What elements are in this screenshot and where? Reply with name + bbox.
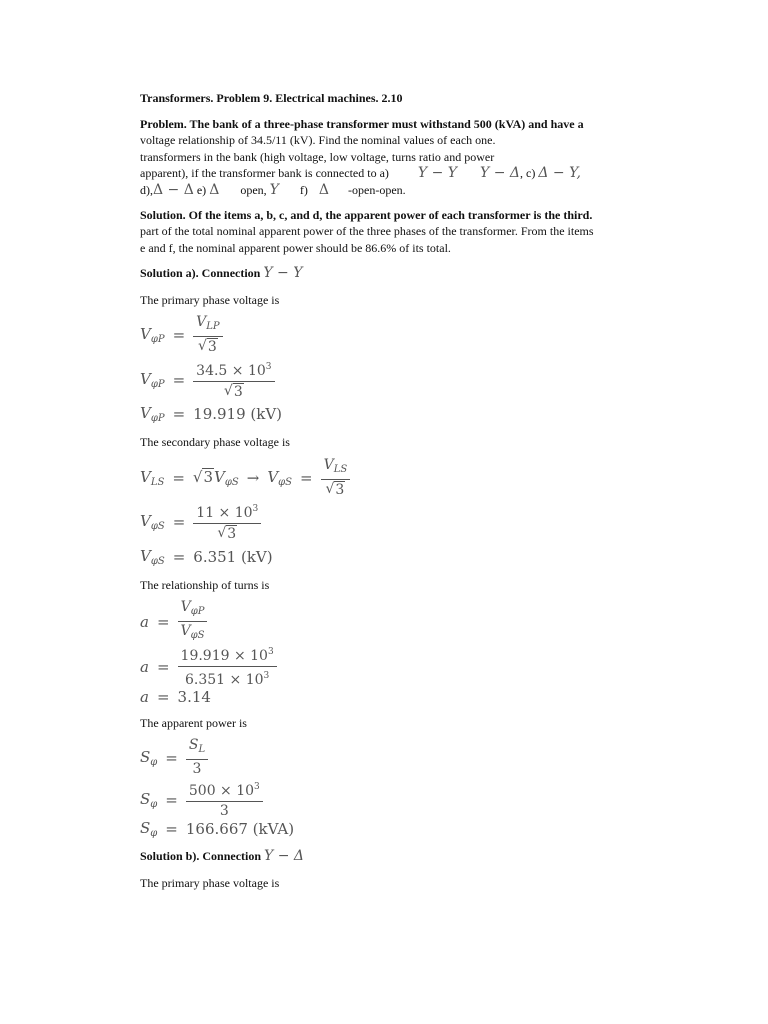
solution-b-heading	[140, 848, 304, 864]
problem-line-3: transformers in the bank (high voltage, low voltage, turns ratio and power	[140, 150, 495, 164]
equation-turns-formula: a = $\frac{V_{\varphi P}}{V_{\varphi S}}$	[140, 599, 208, 644]
solution-line-2: part of the total nominal apparent power of the three phases of the transformer. From the items	[140, 224, 594, 238]
option-d-connection: Δ − Δ	[153, 182, 194, 198]
document-title: Transformers. Problem 9. Electrical machines. 2.10	[140, 91, 403, 105]
open-text-1: open,	[240, 183, 267, 197]
problem-line-2: voltage relationship of 34.5/11 (kV). Find the nominal values of each one.	[140, 133, 496, 147]
equation-power-result: $S_\varphi$ = 166.667 (kVA)	[140, 819, 295, 839]
equation-vphis-substituted: $V_{\varphi S}$ = $11 \times 10^3$ √ 3	[140, 501, 261, 542]
solution-a-heading-text: Solution a). Connection	[140, 266, 261, 280]
equation-vphip-result: $V_{\varphi P}$ = 19.919 (kV)	[140, 404, 283, 424]
equation-turns-substituted: a = $\frac{19.919 \times 10^3}{6.351 \times 10^3}$	[140, 644, 277, 689]
solution-a-connection: Y − Y	[263, 265, 303, 281]
solution-b-heading-text: Solution b). Connection	[140, 849, 262, 863]
option-b-connection: Y − Δ	[480, 165, 521, 181]
option-d-label: d),	[140, 183, 153, 197]
problem-line-4	[140, 165, 581, 181]
problem-line-5	[140, 182, 406, 198]
apparent-power-text: The apparent power is	[140, 716, 247, 730]
equation-vls-relation: $V_{LS}$ = √ 3 $V_{\varphi S}$ → $V_{\varphi S}$ = $V_{LS}$ √ 3	[140, 457, 350, 498]
equation-vphis-result: $V_{\varphi S}$ = 6.351 (kV)	[140, 547, 273, 567]
primary-phase-text: The primary phase voltage is	[140, 293, 280, 307]
solution-line-3: e and f, the nominal apparent power should be 86.6% of its total.	[140, 241, 451, 255]
option-e-y: Y	[269, 182, 279, 198]
equation-vphip-formula: $V_{\varphi P}$ = $V_{LP}$ √ 3	[140, 314, 223, 355]
option-e-label: e)	[196, 183, 207, 197]
option-c-connection: Δ − Y,	[538, 165, 581, 181]
option-c-label: , c)	[520, 166, 536, 180]
problem-line-4-text: apparent), if the transformer bank is connected to a)	[140, 166, 389, 180]
option-e-connection: Δ	[209, 182, 220, 198]
equation-power-formula: $S_\varphi$ = $\frac{S_L}{3}$	[140, 737, 208, 778]
turns-ratio-text: The relationship of turns is	[140, 578, 270, 592]
solution-a-heading	[140, 265, 302, 281]
option-a-connection: Y − Y	[417, 165, 458, 181]
solution-line-1: Solution. Of the items a, b, c, and d, the apparent power of each transformer is the third.	[140, 208, 593, 222]
primary-phase-text-b: The primary phase voltage is	[140, 876, 280, 890]
problem-line-1: Problem. The bank of a three-phase transformer must withstand 500 (kVA) and have a	[140, 117, 584, 131]
equation-vphip-substituted: $V_{\varphi P}$ = $34.5 \times 10^3$ √ 3	[140, 359, 275, 400]
option-f-label: f)	[299, 183, 308, 197]
option-f-connection: Δ	[318, 182, 330, 198]
solution-b-connection: Y − Δ	[264, 848, 305, 864]
equation-turns-result: a = 3.14	[140, 688, 211, 706]
open-text-2: -open-open.	[348, 183, 406, 197]
equation-power-substituted: $S_\varphi$ = $\frac{500 \times 10^3}{3}$	[140, 779, 263, 820]
secondary-phase-text: The secondary phase voltage is	[140, 435, 290, 449]
